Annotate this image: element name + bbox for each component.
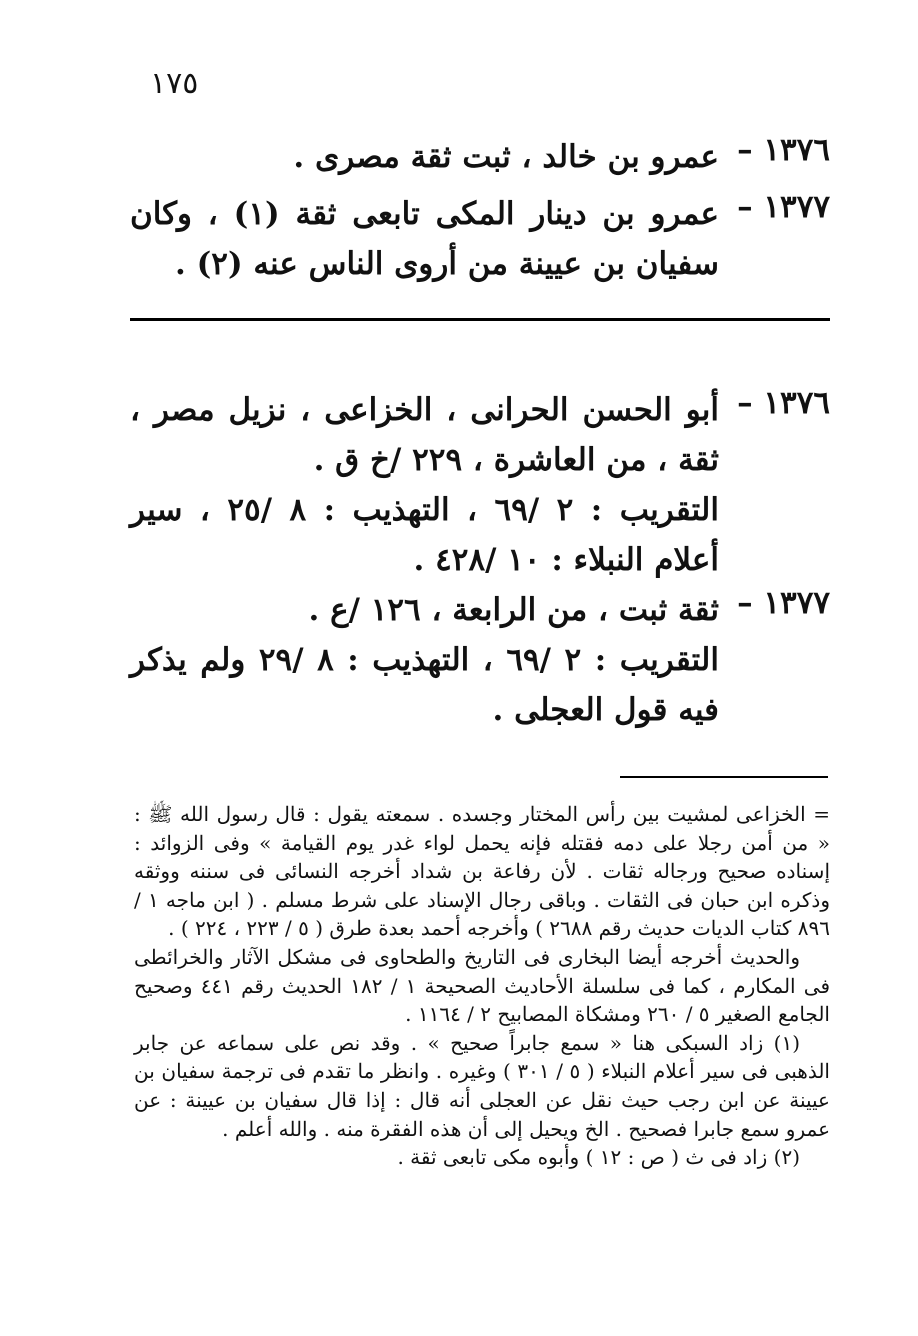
note-line: أبو الحسن الحرانى ، الخزاعى ، نزيل مصر ، ثقة ، من العاشرة ، ٢٢٩ /خ ق . (130, 392, 719, 478)
footnote-divider (620, 776, 828, 778)
entry-number: ١٣٧٧ – (737, 189, 830, 225)
note-number: ١٣٧٧ – (737, 585, 830, 621)
entry-1377 (130, 189, 830, 289)
footnote-continuation: = الخزاعى لمشيت بين رأس المختار وجسده . سمعته يقول : قال رسول الله ﷺ : « من أمن رجلا على دمه فقتله فإنه يحمل لواء غدر يوم القيامة » وفى الزوائد : إسناده صحيح ورجاله ثقات . لأن رفاعة بن شداد أخرجه النسائى فى سننه ووثقه وذكره ابن حبان فى الثقات . وباقى رجال الإسناد على شرط مسلم . ( ابن ماجه ١ / ٨٩٦ كتاب الديات حديث رقم ٢٦٨٨ ) وأخرجه أحمد بعدة طرق ( ٥ / ٢٢٣ ، ٢٢٤ ) . (134, 802, 830, 941)
note-text (130, 385, 719, 585)
note-line: التقريب : ٢ /٦٩ ، التهذيب : ٨ /٢٥ ، سير أعلام النبلاء : ١٠ /٤٢٨ . (130, 492, 719, 578)
note-number: ١٣٧٦ – (737, 385, 830, 421)
section-divider (130, 318, 830, 321)
note-1376 (130, 385, 830, 585)
note-line: التقريب : ٢ /٦٩ ، التهذيب : ٨ /٢٩ ولم يذكر فيه قول العجلى . (130, 642, 719, 728)
footnote-continuation: والحديث أخرجه أيضا البخارى فى التاريخ والطحاوى فى مشكل الآثار والخرائطى فى المكارم ، كما فى سلسلة الأحاديث الصحيحة ١ / ١٨٢ الحديث رقم ٤٤١ وصحيح الجامع الصغير ٥ / ٢٦٠ ومشكاة المصابيح ٢ / ١١٦٤ . (134, 944, 831, 1027)
note-text (130, 585, 719, 735)
note-1377 (130, 585, 830, 735)
page-number: ١٧٥ (150, 66, 199, 101)
entry-1376 (130, 132, 830, 177)
note-line: ثقة ثبت ، من الرابعة ، ١٢٦ /ع . (308, 592, 719, 628)
entry-text: عمرو بن دينار المكى تابعى ثقة (١) ، وكان سفيان بن عيينة من أروى الناس عنه (٢) . (130, 196, 719, 282)
footnote-1: (١) زاد السبكى هنا « سمع جابراً صحيح » . وقد نص على سماعه عن جابر الذهبى فى سير أعلام النبلاء ( ٥ / ٣٠١ ) وغيره . وانظر ما تقدم فى ترجمة سفيان بن عيينة عن ابن رجب حيث نقل عن العجلى أنه قال : إذا قال سفيان بن عيينة : عن عمرو سمع جابرا فصحيح . الخ ويحيل إلى أن هذه الفقرة منه . والله أعلم . (134, 1030, 830, 1141)
entry-number: ١٣٧٦ – (737, 132, 830, 168)
entry-text: عمرو بن خالد ، ثبت ثقة مصرى . (293, 139, 719, 175)
footnote-2: (٢) زاد فى ث ( ص : ١٢ ) وأبوه مكى تابعى ثقة . (397, 1145, 800, 1170)
footnotes (134, 800, 830, 1172)
